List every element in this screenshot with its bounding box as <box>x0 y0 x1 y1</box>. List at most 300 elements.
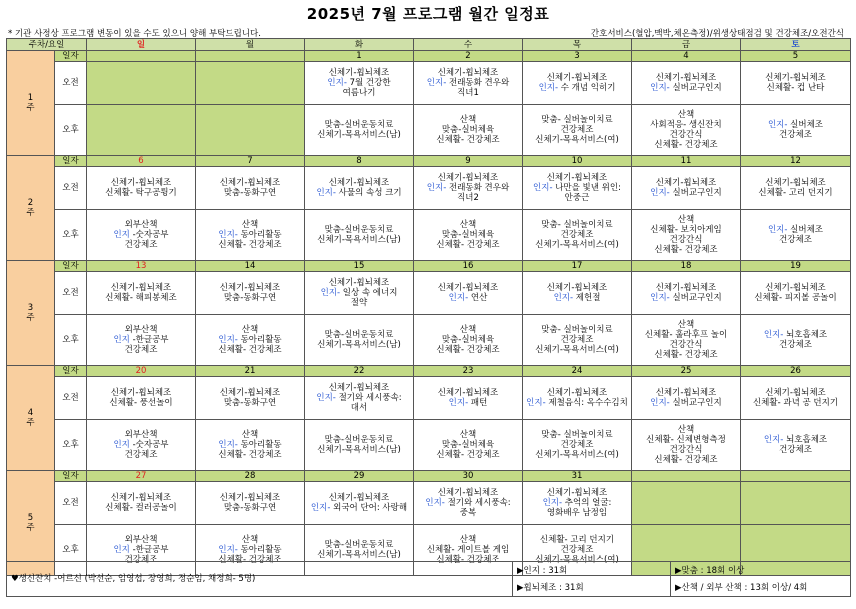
program-line <box>632 330 740 340</box>
program-text: 맞춤- 실버놀이치료 <box>541 430 613 440</box>
program-line <box>87 293 195 303</box>
program-text: 실버체조 <box>790 225 824 235</box>
program-line <box>632 140 740 150</box>
program-text: 산책 <box>241 430 259 440</box>
category-prefix: 인지- <box>542 498 565 508</box>
program-text: 신체기-횝뇌체조 <box>437 68 499 78</box>
am-row <box>7 62 851 105</box>
program-cell-tue <box>305 105 414 156</box>
program-line <box>741 225 850 235</box>
program-text: 신체기-횝뇌체조 <box>546 388 608 398</box>
program-line <box>196 450 304 460</box>
program-text: 신체기-횝뇌체조 <box>765 388 826 398</box>
program-text: 신체기-횝뇌체조 <box>546 488 608 498</box>
program-cell-tue <box>305 315 414 366</box>
program-cell-sat <box>741 62 851 105</box>
program-line <box>414 68 522 78</box>
week-col-header: 주차/요일 <box>7 39 87 51</box>
program-text: 신체활- 보치아게임 <box>650 225 722 235</box>
date-label: 일자 <box>55 261 87 272</box>
program-text: 신체활- 고리 던지기 <box>758 188 833 198</box>
program-line <box>87 493 195 503</box>
program-cell-sat <box>741 482 851 525</box>
program-line <box>196 503 304 513</box>
program-cell-wed <box>414 167 523 210</box>
program-text: 신체기-횝뇌체조 <box>655 73 717 83</box>
date-cell-wed: 16 <box>414 261 523 272</box>
program-cell-mon <box>196 62 305 105</box>
category-prefix: 인지- <box>767 225 791 235</box>
date-cell-sat: 12 <box>741 156 851 167</box>
program-text: 맞춤-동화구연 <box>223 398 277 408</box>
date-cell-thu: 31 <box>523 471 632 482</box>
program-cell-wed <box>414 105 523 156</box>
program-cell-wed <box>414 272 523 315</box>
program-text: 신체기-횝뇌체조 <box>110 493 172 503</box>
program-line <box>305 340 413 350</box>
date-cell-wed: 9 <box>414 156 523 167</box>
program-line <box>305 178 413 188</box>
program-line <box>523 220 631 230</box>
program-text: 맞춤-실버운동치료 <box>324 225 394 235</box>
program-text: 안중근 <box>564 193 590 203</box>
program-text: 산책 <box>241 325 259 335</box>
program-line <box>87 345 195 355</box>
program-text: 실버교구인지 <box>672 83 722 93</box>
program-text: 신체활- 풍선놀이 <box>109 398 173 408</box>
program-text: -한글공부 <box>132 335 169 345</box>
week-label: 3 주 <box>7 261 55 366</box>
program-line <box>414 125 522 135</box>
program-text: 맞춤-실버운동치료 <box>324 120 394 130</box>
program-text: 신체기-횝뇌체조 <box>765 178 826 188</box>
program-line <box>632 245 740 255</box>
category-prefix: 인지- <box>327 78 350 88</box>
program-text: 산책 <box>677 320 695 330</box>
date-label: 일자 <box>55 51 87 62</box>
program-line <box>632 130 740 140</box>
date-cell-sun: 27 <box>87 471 196 482</box>
program-text: 동아리활동 <box>240 440 282 450</box>
program-text: 신체활- 훌라후프 놀이 <box>644 330 728 340</box>
program-cell-sat <box>741 210 851 261</box>
date-row <box>7 156 851 167</box>
date-cell-sat: 26 <box>741 366 851 377</box>
program-text: 신체기-횝뇌체조 <box>110 388 172 398</box>
am-label: 오전 <box>55 167 87 210</box>
date-cell-fri: 25 <box>632 366 741 377</box>
program-line <box>305 393 413 403</box>
pm-row <box>7 420 851 471</box>
date-cell-thu: 10 <box>523 156 632 167</box>
program-text: 신체활- 건강체조 <box>436 450 500 460</box>
program-cell-mon <box>196 210 305 261</box>
program-line <box>632 320 740 330</box>
program-text: 건강체조 <box>124 345 158 355</box>
date-cell-thu: 3 <box>523 51 632 62</box>
program-text: 절기와 세시풍속: <box>447 498 511 508</box>
date-cell-tue: 29 <box>305 471 414 482</box>
program-text: 신체활- 게이트볼 게임 <box>426 545 510 555</box>
date-cell-sat: 19 <box>741 261 851 272</box>
program-line <box>196 535 304 545</box>
program-text: 대서 <box>350 403 368 413</box>
program-cell-wed <box>414 377 523 420</box>
program-text: 동아리활동 <box>240 545 282 555</box>
program-cell-sat <box>741 105 851 156</box>
program-line <box>523 398 631 408</box>
program-line <box>632 120 740 130</box>
program-text: 신체활- 피지볼 공놀이 <box>754 293 837 303</box>
program-text: 신체기-목욕서비스(여) <box>535 345 619 355</box>
program-line <box>632 188 740 198</box>
program-text: 신체활- 해피봉체조 <box>105 293 177 303</box>
program-cell-tue <box>305 272 414 315</box>
pm-row <box>7 210 851 261</box>
program-text: 신체기-횝뇌체조 <box>437 173 499 183</box>
program-line <box>87 388 195 398</box>
program-line <box>414 345 522 355</box>
program-text: 신체활- 건강체조 <box>218 555 282 565</box>
program-text: 신체활- 컬러공놀이 <box>105 503 177 513</box>
program-text: 산책 <box>459 430 477 440</box>
program-line <box>196 230 304 240</box>
program-cell-tue <box>305 420 414 471</box>
pm-label: 오후 <box>55 420 87 471</box>
program-text: 신체기-횝뇌체조 <box>328 278 390 288</box>
program-cell-fri <box>632 62 741 105</box>
program-text: 연산 <box>470 293 488 303</box>
program-cell-sun <box>87 315 196 366</box>
program-text: 직녀2 <box>457 193 479 203</box>
program-line <box>632 425 740 435</box>
date-cell-tue: 15 <box>305 261 414 272</box>
program-text: 신체기-횝뇌체조 <box>437 488 499 498</box>
program-line <box>87 440 195 450</box>
program-line <box>414 535 522 545</box>
program-cell-fri <box>632 167 741 210</box>
program-line <box>87 230 195 240</box>
program-line <box>305 330 413 340</box>
program-cell-thu <box>523 167 632 210</box>
category-prefix: 인지- <box>650 293 673 303</box>
program-text: 맞춤-실버운동치료 <box>324 435 394 445</box>
program-text: 신체활- 건강체조 <box>436 345 500 355</box>
program-line <box>196 345 304 355</box>
program-line <box>523 335 631 345</box>
program-text: 산책 <box>459 115 477 125</box>
date-row <box>7 471 851 482</box>
category-prefix: 인지- <box>763 330 787 340</box>
program-line <box>523 193 631 203</box>
date-cell-sun <box>87 51 196 62</box>
program-line <box>414 450 522 460</box>
category-prefix: 인지- <box>218 440 241 450</box>
schedule-table <box>6 38 851 576</box>
program-line <box>741 398 850 408</box>
program-line <box>87 430 195 440</box>
program-line <box>414 283 522 293</box>
program-line <box>87 220 195 230</box>
program-text: 신체기-목욕서비스(여) <box>535 555 619 565</box>
program-text: 산책 <box>677 110 695 120</box>
program-line <box>523 183 631 193</box>
program-line <box>196 335 304 345</box>
program-text: 건강체조 <box>560 230 594 240</box>
day-header-fri: 금 <box>632 39 741 51</box>
program-line <box>87 188 195 198</box>
program-cell-mon <box>196 377 305 420</box>
program-text: 패턴 <box>470 398 488 408</box>
program-cell-wed <box>414 420 523 471</box>
program-text: 실버체조 <box>790 120 824 130</box>
date-cell-sat: 5 <box>741 51 851 62</box>
pm-row <box>7 105 851 156</box>
date-cell-fri: 11 <box>632 156 741 167</box>
program-text: 신체활- 건강체조 <box>436 555 500 565</box>
program-line <box>632 235 740 245</box>
program-text: 건강체조 <box>124 450 158 460</box>
program-line <box>523 498 631 508</box>
program-text: 외부산책 <box>124 430 158 440</box>
date-cell-mon: 28 <box>196 471 305 482</box>
program-text: 신체기-횝뇌체조 <box>110 283 172 293</box>
program-cell-thu <box>523 420 632 471</box>
program-line <box>414 193 522 203</box>
program-line <box>523 240 631 250</box>
program-text: 맞춤- 실버놀이치료 <box>541 325 613 335</box>
date-cell-fri <box>632 471 741 482</box>
program-line <box>523 293 631 303</box>
program-text: 절약 <box>350 298 368 308</box>
category-prefix: 인지- <box>448 398 471 408</box>
category-prefix: 인지- <box>426 78 449 88</box>
day-header-thu: 목 <box>523 39 632 51</box>
date-cell-wed: 23 <box>414 366 523 377</box>
program-cell-thu <box>523 315 632 366</box>
program-line <box>196 178 304 188</box>
program-line <box>196 440 304 450</box>
program-line <box>523 230 631 240</box>
program-text: 실버교구인지 <box>672 188 722 198</box>
program-line <box>196 240 304 250</box>
program-line <box>305 188 413 198</box>
program-line <box>741 178 850 188</box>
week-label: 2 주 <box>7 156 55 261</box>
program-line <box>523 345 631 355</box>
program-cell-thu <box>523 482 632 525</box>
program-cell-sun <box>87 62 196 105</box>
pm-label: 오후 <box>55 210 87 261</box>
program-text: 신체기-횝뇌체조 <box>219 283 281 293</box>
program-line <box>632 178 740 188</box>
program-text: 맞춤- 실버놀이치료 <box>541 115 613 125</box>
program-line <box>523 283 631 293</box>
program-line <box>87 178 195 188</box>
category-prefix: 인지- <box>538 83 561 93</box>
program-line <box>305 298 413 308</box>
program-text: 신체활- 신체변형측정 <box>646 435 726 445</box>
program-line <box>632 340 740 350</box>
program-text: 신체활- 고리 던지기 <box>539 535 615 545</box>
date-cell-sun: 13 <box>87 261 196 272</box>
date-cell-tue: 1 <box>305 51 414 62</box>
program-line <box>305 493 413 503</box>
program-line <box>87 535 195 545</box>
header-row <box>7 39 851 51</box>
date-cell-sun: 6 <box>87 156 196 167</box>
program-line <box>196 283 304 293</box>
date-row <box>7 366 851 377</box>
program-line <box>523 115 631 125</box>
program-cell-thu <box>523 62 632 105</box>
program-text: -한글공부 <box>132 545 169 555</box>
program-line <box>196 220 304 230</box>
program-text: 신체활- 건강체조 <box>218 240 282 250</box>
program-text: 맞춤- 실버놀이치료 <box>541 220 613 230</box>
program-cell-sat <box>741 167 851 210</box>
program-line <box>741 340 850 350</box>
program-text: 건강체조 <box>779 340 812 350</box>
pm-row <box>7 315 851 366</box>
program-line <box>632 455 740 465</box>
date-cell-mon <box>196 51 305 62</box>
day-header-wed: 수 <box>414 39 523 51</box>
program-line <box>632 283 740 293</box>
category-prefix: 인지- <box>767 120 791 130</box>
program-text: 맞춤-실버체육 <box>441 440 495 450</box>
program-text: 신체기-횝뇌체조 <box>437 283 499 293</box>
program-line <box>523 545 631 555</box>
program-line <box>305 225 413 235</box>
category-prefix: 인지- <box>650 398 673 408</box>
program-text: 건강간식 <box>669 445 703 455</box>
program-text: 신체활- 건강체조 <box>436 240 500 250</box>
program-text: 맞춤-실버체육 <box>441 125 495 135</box>
program-cell-sat <box>741 272 851 315</box>
am-label: 오전 <box>55 482 87 525</box>
program-cell-fri <box>632 105 741 156</box>
program-text: 신체기-횝뇌체조 <box>546 283 608 293</box>
program-line <box>414 545 522 555</box>
program-text: 산책 <box>459 535 477 545</box>
category-prefix: 인지- <box>218 545 241 555</box>
program-line <box>305 403 413 413</box>
am-row <box>7 272 851 315</box>
program-cell-sun <box>87 105 196 156</box>
date-row <box>7 51 851 62</box>
category-prefix: 인지- <box>316 188 339 198</box>
program-text: -숫자공부 <box>132 440 169 450</box>
category-prefix: 인지- <box>320 288 343 298</box>
program-line <box>414 508 522 518</box>
program-cell-sun <box>87 482 196 525</box>
footer-table <box>6 561 851 597</box>
program-line <box>741 188 850 198</box>
program-text: 신체기-횝뇌체조 <box>765 73 826 83</box>
program-line <box>414 440 522 450</box>
program-line <box>196 430 304 440</box>
program-cell-mon <box>196 315 305 366</box>
program-cell-fri <box>632 315 741 366</box>
program-cell-mon <box>196 167 305 210</box>
date-row <box>7 261 851 272</box>
program-line <box>741 445 850 455</box>
program-line <box>305 78 413 88</box>
birthday-note: ♥생신잔치 -어르신 (박선순, 임영섭, 장영희, 정순임, 채정희- 5명) <box>7 562 513 597</box>
program-line <box>741 130 850 140</box>
program-line <box>305 288 413 298</box>
program-text: 건강체조 <box>560 440 594 450</box>
program-text: 신체활- 과녁 공 던지기 <box>752 398 839 408</box>
program-text: 건강간식 <box>669 340 703 350</box>
program-line <box>87 240 195 250</box>
program-cell-fri <box>632 210 741 261</box>
category-prefix: 인지- <box>448 293 471 303</box>
program-line <box>305 540 413 550</box>
date-cell-tue: 8 <box>305 156 414 167</box>
program-line <box>305 120 413 130</box>
program-cell-tue <box>305 62 414 105</box>
program-line <box>632 215 740 225</box>
program-cell-fri <box>632 272 741 315</box>
program-cell-sun <box>87 420 196 471</box>
day-header-sat: 토 <box>741 39 851 51</box>
program-text: 외부산책 <box>124 220 158 230</box>
program-cell-tue <box>305 210 414 261</box>
program-line <box>741 235 850 245</box>
category-prefix: 인지- <box>650 83 673 93</box>
program-line <box>305 88 413 98</box>
week-label: 5 주 <box>7 471 55 576</box>
program-line <box>87 545 195 555</box>
program-line <box>632 388 740 398</box>
pm-label: 오후 <box>55 525 87 576</box>
date-cell-thu: 17 <box>523 261 632 272</box>
program-text: 건강체조 <box>779 130 812 140</box>
program-text: 제철음식: 옥수수김치 <box>548 398 628 408</box>
program-text: 건강체조 <box>779 235 812 245</box>
program-line <box>741 283 850 293</box>
program-line <box>414 230 522 240</box>
program-line <box>414 135 522 145</box>
program-text: 맞춤-동화구연 <box>223 293 277 303</box>
program-text: 제헌절 <box>575 293 601 303</box>
program-line <box>196 188 304 198</box>
program-line <box>414 498 522 508</box>
program-cell-thu <box>523 210 632 261</box>
program-line <box>305 68 413 78</box>
program-line <box>741 435 850 445</box>
program-line <box>414 78 522 88</box>
program-text: 신체기-횝뇌체조 <box>219 178 281 188</box>
program-cell-fri <box>632 377 741 420</box>
program-text: 건강체조 <box>779 445 812 455</box>
program-line <box>741 388 850 398</box>
program-line <box>632 83 740 93</box>
program-line <box>414 398 522 408</box>
program-text: 동아리활동 <box>240 230 282 240</box>
program-text: 추억의 얼굴: <box>564 498 612 508</box>
program-line <box>414 325 522 335</box>
program-cell-wed <box>414 210 523 261</box>
program-line <box>87 283 195 293</box>
program-text: 외부산책 <box>124 325 158 335</box>
stat-matchum: ▶맞춤 : 18회 이상 <box>671 562 851 580</box>
program-line <box>523 508 631 518</box>
program-text: 신체활- 건강체조 <box>654 245 718 255</box>
program-line <box>87 450 195 460</box>
